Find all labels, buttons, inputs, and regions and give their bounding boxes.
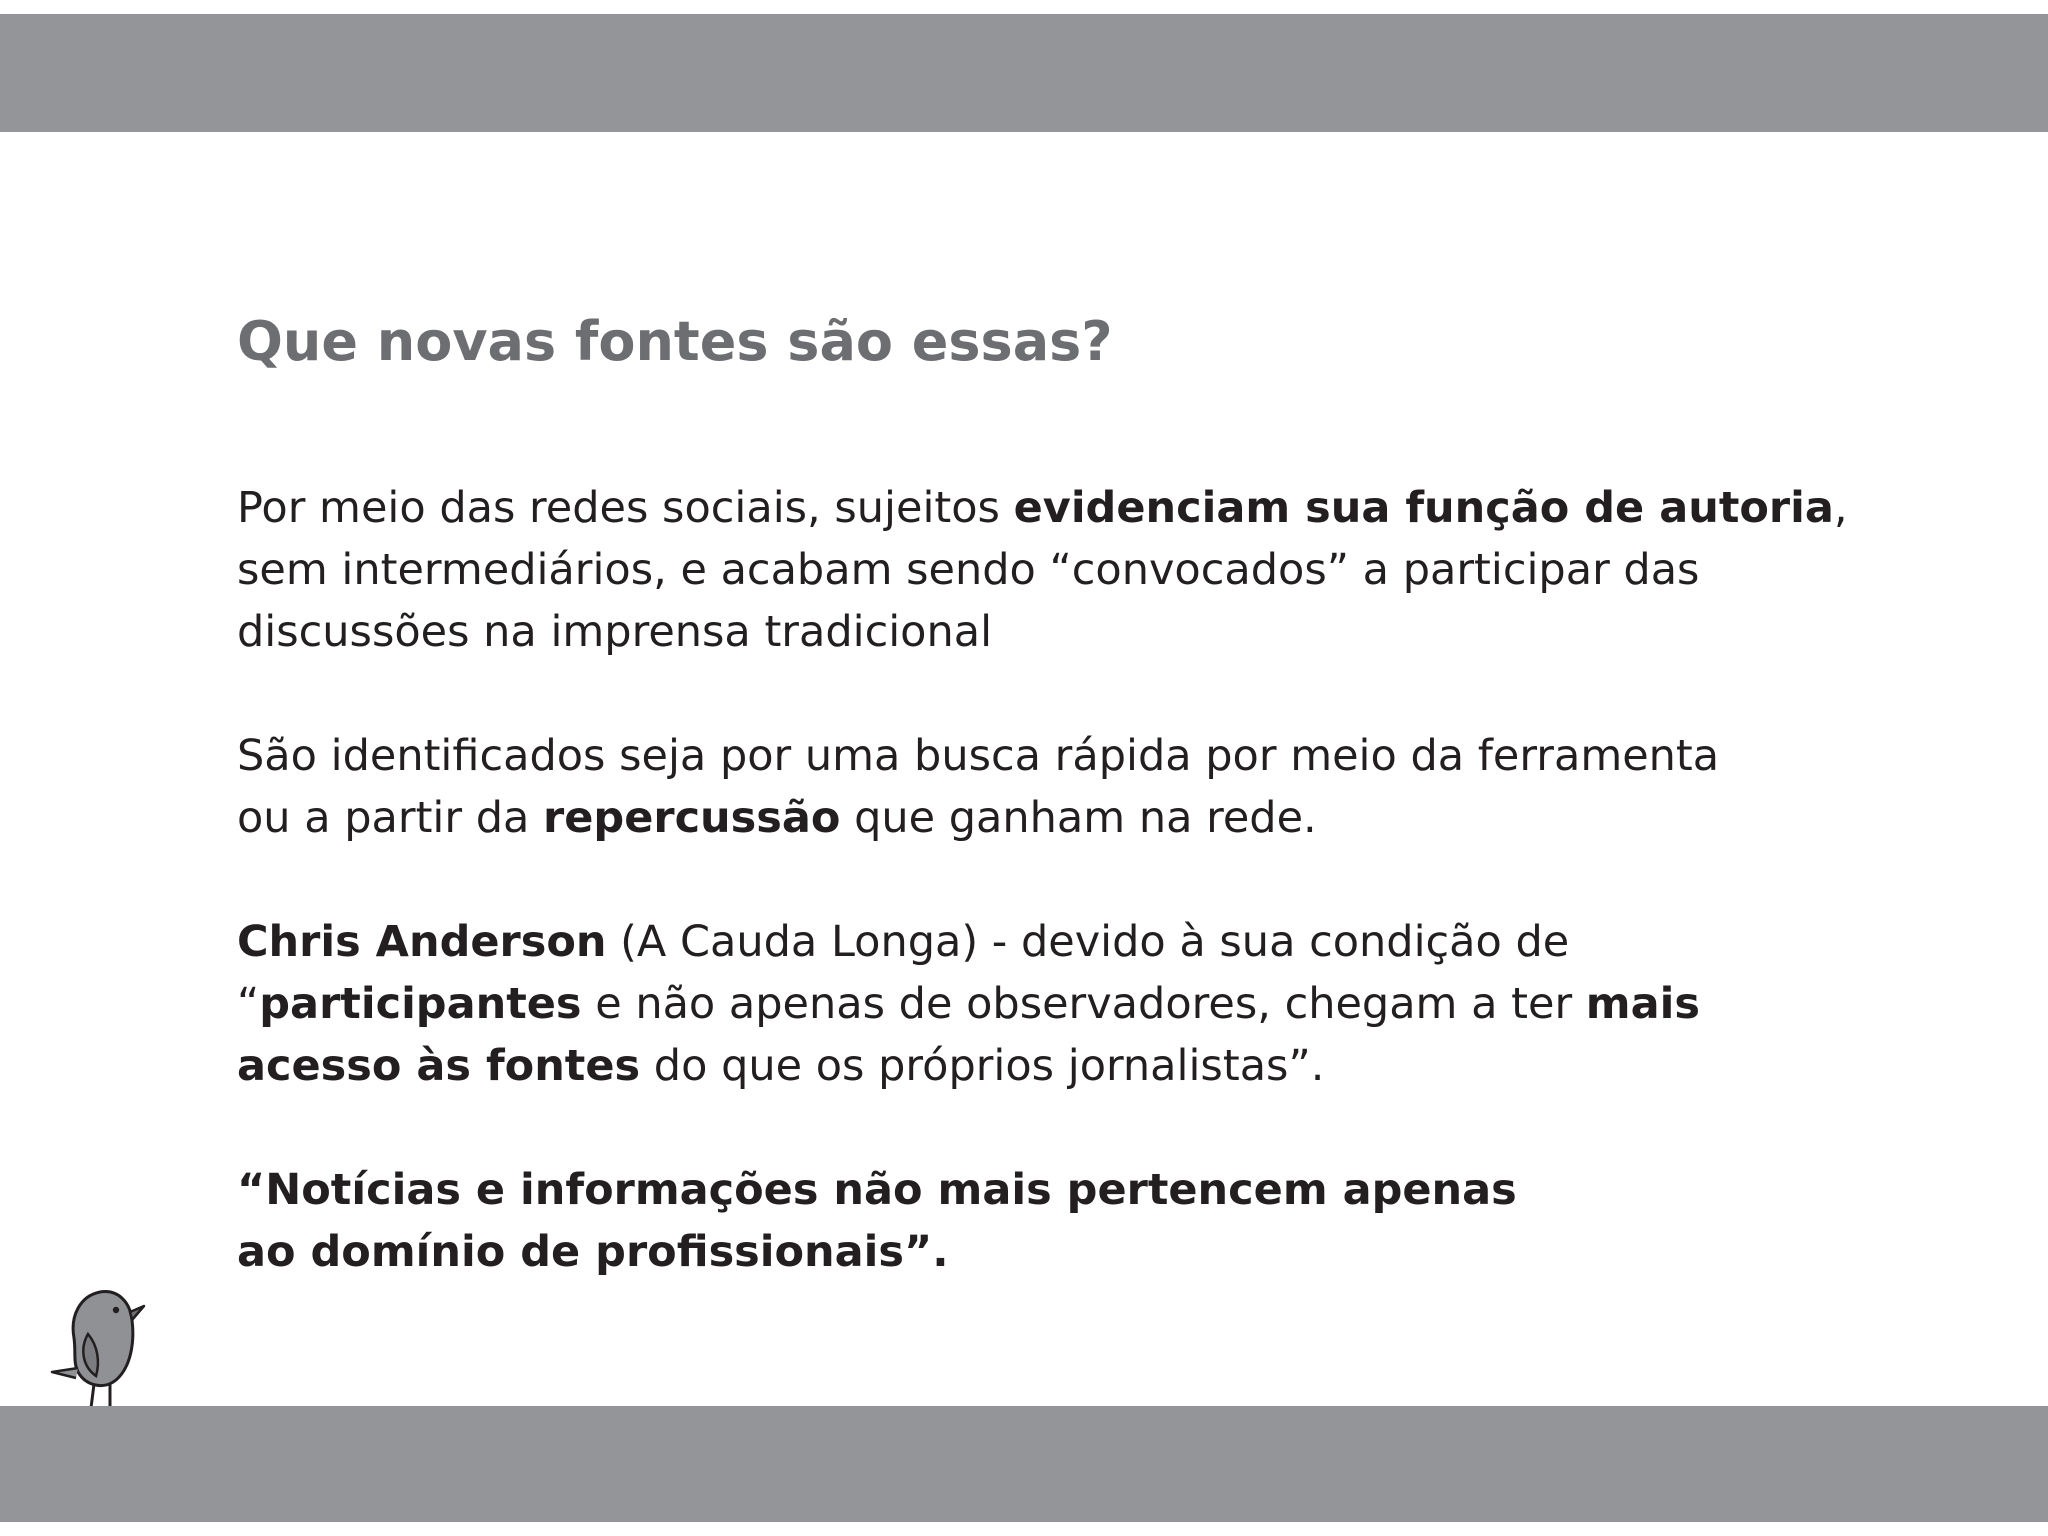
p1-line2-text: sem intermediários, e acabam sendo “convocados” a participar das: [237, 545, 1700, 595]
p1-line1-comma: ,: [1833, 483, 1848, 533]
p1-line1-emphasis: evidenciam sua função de autoria: [1013, 483, 1834, 533]
p2-line1-text: São identificados seja por uma busca rápida por meio da ferramenta: [237, 731, 1720, 781]
p3-line3-post: do que os próprios jornalistas”.: [640, 1041, 1325, 1091]
bird-icon: [46, 1276, 146, 1426]
p3-line1-post: (A Cauda Longa) - devido à sua condição de: [606, 917, 1570, 967]
quote-line1: “Notícias e informações não mais pertencem apenas: [237, 1165, 1517, 1215]
paragraph-chris-anderson: [237, 911, 1877, 1097]
p1-line3-text: discussões na imprensa tradicional: [237, 607, 993, 657]
paragraph-authorship: [237, 477, 1877, 663]
p3-author-name: Chris Anderson: [237, 917, 607, 967]
footer-band: [0, 1406, 2048, 1522]
quote-line2: ao domínio de profissionais”.: [237, 1227, 949, 1277]
p3-line2-emphasis-2: mais: [1585, 979, 1700, 1029]
p2-line2-post: que ganham na rede.: [840, 793, 1317, 843]
p1-line1-text: Por meio das redes sociais, sujeitos: [237, 483, 1014, 533]
header-band: [0, 14, 2048, 132]
closing-quote: [237, 1159, 1877, 1283]
p3-line2-open-quote: “: [237, 979, 260, 1029]
p3-line2-emphasis: participantes: [259, 979, 582, 1029]
p3-line2-mid: e não apenas de observadores, chegam a ter: [581, 979, 1586, 1029]
p2-line2-pre: ou a partir da: [237, 793, 544, 843]
slide-title: Que novas fontes são essas?: [237, 310, 1113, 373]
p2-line2-emphasis: repercussão: [543, 793, 841, 843]
paragraph-identification: [237, 725, 1877, 849]
slide-body: [237, 477, 1877, 1283]
p3-line3-emphasis: acesso às fontes: [237, 1041, 641, 1091]
